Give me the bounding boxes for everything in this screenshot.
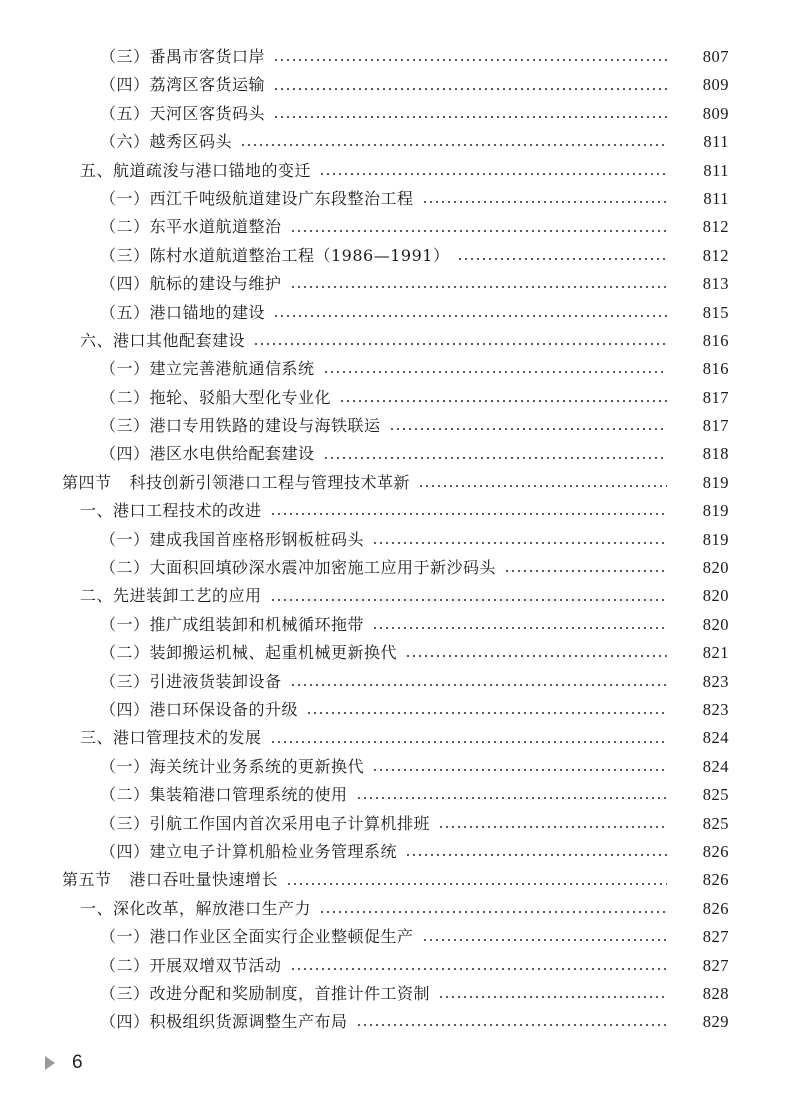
toc-page-number: 811	[703, 160, 729, 180]
toc-page-number: 826	[702, 870, 729, 890]
toc-chapter-entry[interactable]	[0, 895, 790, 923]
dot-leader	[372, 769, 667, 771]
dot-leader	[405, 655, 667, 657]
dot-leader	[438, 826, 667, 828]
toc-subentry[interactable]	[0, 128, 790, 156]
toc-entry-text: （四）港口环保设备的升级	[100, 699, 299, 719]
toc-entry-title	[62, 469, 410, 497]
toc-page-number: 826	[702, 841, 729, 861]
toc-subentry[interactable]	[0, 526, 790, 554]
dot-leader	[240, 144, 667, 146]
dot-leader	[270, 599, 667, 601]
toc-entry-title	[100, 639, 397, 667]
toc-subentry[interactable]	[0, 611, 790, 639]
dot-leader	[270, 513, 667, 515]
toc-page-number: 819	[702, 529, 729, 549]
dot-leader	[457, 258, 667, 260]
toc-entry-title	[100, 440, 315, 468]
toc-subentry[interactable]	[0, 668, 790, 696]
toc-page-number: 807	[702, 47, 729, 66]
toc-entry-text: （三）陈村水道航道整治工程（1986—1991）	[100, 245, 450, 265]
toc-chapter-entry[interactable]	[0, 327, 790, 355]
toc-page-number: 824	[702, 756, 729, 776]
dot-leader	[422, 939, 667, 941]
toc-subentry[interactable]	[0, 412, 790, 440]
toc-subentry[interactable]	[0, 355, 790, 383]
toc-entry-text: 一、深化改革，解放港口生产力	[80, 898, 312, 918]
toc-subentry[interactable]	[0, 440, 790, 468]
toc-entry-title	[80, 724, 262, 752]
toc-entry-text: 一、港口工程技术的改进	[80, 501, 262, 521]
dot-leader	[438, 996, 667, 998]
toc-section-entry[interactable]	[0, 866, 790, 894]
toc-subentry[interactable]	[0, 923, 790, 951]
toc-entry-title	[100, 412, 381, 440]
toc-entry-title	[100, 810, 430, 838]
toc-entry-text: 六、港口其他配套建设	[80, 330, 246, 350]
toc-entry-title	[100, 611, 364, 639]
dot-leader	[270, 741, 667, 743]
toc-page-number: 812	[702, 217, 729, 237]
dot-leader	[273, 88, 667, 90]
dot-leader	[286, 883, 667, 885]
toc-entry-title	[80, 895, 311, 923]
toc-subentry[interactable]	[0, 554, 790, 582]
dot-leader	[356, 1024, 667, 1026]
dot-leader	[290, 684, 667, 686]
dot-leader	[372, 627, 667, 629]
toc-entry-title	[100, 923, 414, 951]
dot-leader	[504, 570, 667, 572]
toc-entry-title	[100, 753, 364, 781]
toc-entry-title	[100, 952, 282, 980]
toc-entry-title	[100, 526, 364, 554]
toc-page-number: 823	[702, 671, 729, 691]
toc-entry-text: （二）集装箱港口管理系统的使用	[100, 785, 348, 805]
toc-entry-text: （二）大面积回填砂深水震冲加密施工应用于新沙码头	[100, 558, 497, 578]
dot-leader	[323, 457, 667, 459]
toc-entry-text: （三）引航工作国内首次采用电子计算机排班	[100, 813, 431, 833]
toc-entry-title	[100, 128, 232, 156]
toc-entry-title	[100, 696, 298, 724]
toc-entry-text: 科技创新引领港口工程与管理技术革新	[129, 472, 411, 492]
toc-chapter-entry[interactable]	[0, 497, 790, 525]
toc-entry-title	[80, 327, 245, 355]
toc-subentry[interactable]	[0, 980, 790, 1008]
toc-page-number: 817	[702, 387, 729, 407]
toc-page-number: 819	[702, 472, 729, 492]
toc-page-number: 829	[702, 1012, 729, 1032]
toc-subentry[interactable]	[0, 213, 790, 241]
toc-page-number: 820	[702, 586, 729, 606]
toc-entry-text: （一）海关统计业务系统的更新换代	[100, 756, 365, 776]
toc-page-number: 811	[703, 132, 729, 152]
toc-page-number: 809	[702, 75, 729, 95]
toc-page-number: 825	[702, 813, 729, 833]
toc-entry-text: （六）越秀区码头	[100, 132, 233, 152]
toc-subentry[interactable]	[0, 696, 790, 724]
toc-entry-text: （一）建立完善港航通信系统	[100, 359, 315, 379]
toc-entry-text: （四）港区水电供给配套建设	[100, 444, 315, 464]
toc-subentry[interactable]	[0, 43, 790, 71]
toc-entry-text: （一）西江千吨级航道建设广东段整治工程	[100, 188, 414, 208]
toc-entry-title	[100, 213, 282, 241]
toc-section-number: 第五节	[62, 870, 112, 890]
toc-entry-title	[100, 43, 265, 71]
toc-subentry[interactable]	[0, 838, 790, 866]
toc-page-number: 815	[702, 302, 729, 322]
toc-page-number: 818	[702, 444, 729, 464]
toc-entry-title	[100, 980, 430, 1008]
toc-entry-title	[100, 185, 414, 213]
toc-entry-text: （三）引进液货装卸设备	[100, 671, 282, 691]
toc-entry-text: 五、航道疏浚与港口锚地的变迁	[80, 160, 312, 180]
toc-subentry[interactable]	[0, 71, 790, 99]
toc-page-number: 827	[702, 927, 729, 947]
dot-leader	[253, 343, 667, 345]
toc-entry-text: （五）港口锚地的建设	[100, 302, 266, 322]
toc-page-number: 819	[702, 501, 729, 521]
toc-entry-text: 港口吞吐量快速增长	[129, 870, 279, 890]
toc-entry-text: 三、港口管理技术的发展	[80, 728, 262, 748]
toc-page-number: 809	[702, 103, 729, 123]
toc-subentry[interactable]	[0, 100, 790, 128]
toc-entry-title	[100, 668, 282, 696]
toc-entry-text: （四）荔湾区客货运输	[100, 75, 266, 95]
toc-entry-text: （三）改进分配和奖励制度，首推计件工资制	[100, 983, 431, 1003]
toc-entry-title	[100, 554, 496, 582]
toc-subentry[interactable]	[0, 810, 790, 838]
toc-subentry[interactable]	[0, 185, 790, 213]
toc-page-number: 821	[702, 643, 729, 663]
toc-subentry[interactable]	[0, 270, 790, 298]
page-number: 6	[72, 1052, 83, 1073]
toc-page-number: 817	[702, 416, 729, 436]
table-of-contents	[0, 43, 790, 1037]
toc-entry-text: （五）天河区客货码头	[100, 103, 266, 123]
toc-subentry[interactable]	[0, 1008, 790, 1036]
toc-entry-text: （一）港口作业区全面实行企业整顿促生产	[100, 927, 414, 947]
dot-leader	[319, 911, 667, 913]
dot-leader	[290, 968, 667, 970]
dot-leader	[290, 286, 667, 288]
toc-page-number: 820	[702, 614, 729, 634]
dot-leader	[422, 201, 667, 203]
toc-page-number: 813	[702, 274, 729, 294]
toc-entry-title	[100, 355, 315, 383]
toc-entry-text: （一）建成我国首座格形钢板桩码头	[100, 529, 365, 549]
toc-entry-title	[100, 838, 397, 866]
toc-page-number: 825	[702, 785, 729, 805]
dot-leader	[405, 854, 667, 856]
dot-leader	[273, 116, 667, 118]
toc-entry-title	[80, 157, 311, 185]
toc-page-number: 827	[702, 955, 729, 975]
toc-entry-title	[100, 781, 348, 809]
toc-subentry[interactable]	[0, 639, 790, 667]
toc-page-number: 816	[702, 359, 729, 379]
toc-entry-text: （四）积极组织货源调整生产布局	[100, 1012, 348, 1032]
dot-leader	[273, 59, 667, 61]
toc-page-number: 823	[702, 699, 729, 719]
toc-entry-title	[100, 270, 282, 298]
dot-leader	[273, 315, 667, 317]
toc-entry-text: （四）航标的建设与维护	[100, 274, 282, 294]
toc-subentry[interactable]	[0, 753, 790, 781]
toc-chapter-entry[interactable]	[0, 724, 790, 752]
toc-entry-text: （二）拖轮、驳船大型化专业化	[100, 387, 332, 407]
toc-subentry[interactable]	[0, 299, 790, 327]
dot-leader	[389, 428, 667, 430]
toc-entry-text: （二）东平水道航道整治	[100, 217, 282, 237]
toc-entry-text: （三）番禺市客货口岸	[100, 47, 266, 66]
dot-leader	[319, 173, 667, 175]
toc-page-number: 828	[702, 983, 729, 1003]
dot-leader	[323, 371, 667, 373]
toc-entry-text: （二）装卸搬运机械、起重机械更新换代	[100, 643, 398, 663]
toc-entry-title	[80, 497, 262, 525]
toc-entry-title	[100, 71, 265, 99]
toc-page-number: 826	[702, 898, 729, 918]
page-footer	[45, 1052, 83, 1074]
toc-page-number: 812	[702, 245, 729, 265]
toc-entry-title	[100, 1008, 348, 1036]
toc-entry-text: （一）推广成组装卸和机械循环拖带	[100, 614, 365, 634]
toc-entry-text: （二）开展双增双节活动	[100, 955, 282, 975]
toc-entry-title	[100, 100, 265, 128]
toc-entry-title	[100, 384, 331, 412]
toc-entry-text: （三）港口专用铁路的建设与海铁联运	[100, 416, 381, 436]
toc-subentry[interactable]	[0, 952, 790, 980]
dot-leader	[418, 485, 667, 487]
toc-entry-title	[80, 582, 262, 610]
toc-page-number: 811	[703, 188, 729, 208]
toc-page-number: 820	[702, 558, 729, 578]
toc-entry-title	[100, 242, 449, 270]
dot-leader	[372, 542, 667, 544]
toc-entry-title	[62, 866, 278, 894]
toc-subentry[interactable]	[0, 242, 790, 270]
triangle-right-icon	[45, 1056, 55, 1070]
toc-entry-text: （四）建立电子计算机船检业务管理系统	[100, 841, 398, 861]
dot-leader	[356, 797, 667, 799]
dot-leader	[339, 400, 667, 402]
toc-entry-text: 二、先进装卸工艺的应用	[80, 586, 262, 606]
toc-subentry[interactable]	[0, 781, 790, 809]
toc-section-entry[interactable]	[0, 469, 790, 497]
toc-subentry[interactable]	[0, 384, 790, 412]
toc-page-number: 824	[702, 728, 729, 748]
toc-chapter-entry[interactable]	[0, 157, 790, 185]
toc-entry-title	[100, 299, 265, 327]
toc-chapter-entry[interactable]	[0, 582, 790, 610]
toc-section-number: 第四节	[62, 472, 112, 492]
toc-page-number: 816	[702, 330, 729, 350]
dot-leader	[290, 230, 667, 232]
dot-leader	[306, 712, 667, 714]
